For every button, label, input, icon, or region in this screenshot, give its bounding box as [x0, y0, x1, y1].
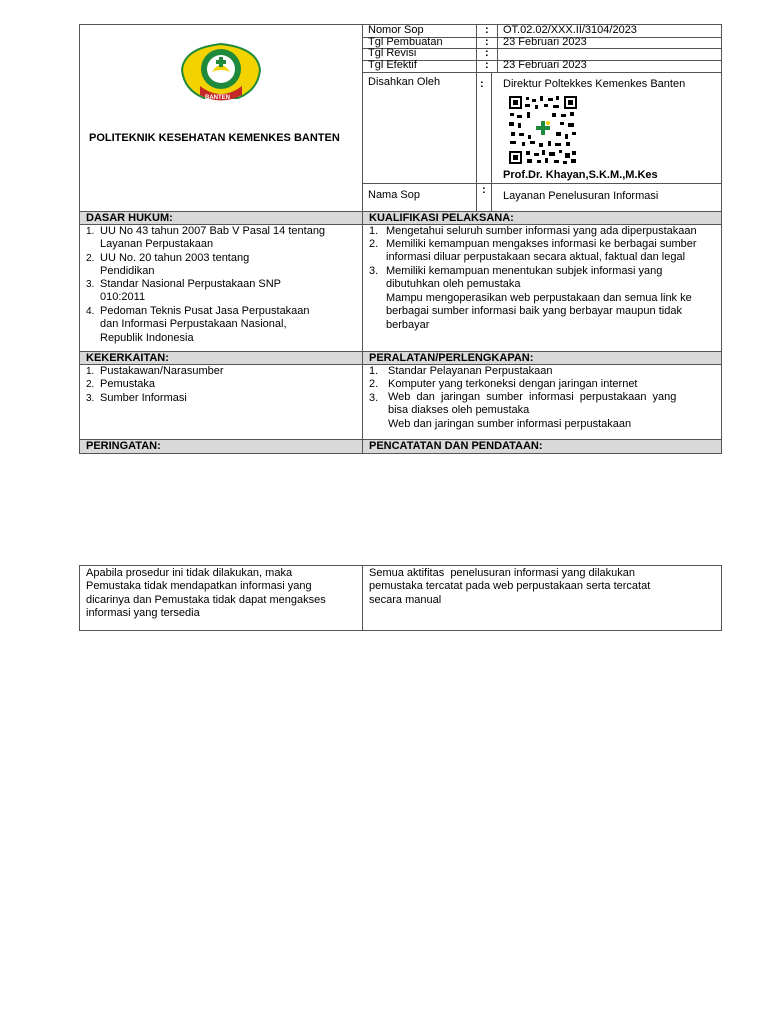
meta-sep-pembuatan: :: [485, 36, 489, 48]
list-item: Standar Pelayanan Perpustakaan: [388, 365, 553, 377]
qr-code: [508, 95, 578, 165]
list-item: Sumber Informasi: [100, 392, 187, 404]
approval-signer: Prof.Dr. Khayan,S.K.M.,M.Kes: [503, 169, 658, 181]
list-item: Web dan jaringan sumber informasi perpustakaan yang bisa diakses oleh pemustaka Web dan jaringan sumber informasi perpustakaan: [388, 391, 677, 430]
list-item: UU No 43 tahun 2007 Bab V Pasal 14 tentang Layanan Perpustakaan: [100, 225, 326, 251]
list-item: Standar Nasional Perpustakaan SNP 010:2011: [100, 278, 281, 304]
list-number: 1.: [369, 365, 379, 377]
list-item: UU No. 20 tahun 2003 tentang Pendidikan: [100, 252, 250, 278]
list-number: 2.: [369, 378, 379, 390]
institution-logo: [178, 40, 264, 106]
meta-sep-nomor: :: [485, 24, 489, 36]
meta-label-revisi: Tgl Revisi: [368, 47, 417, 59]
institution-name: POLITEKNIK KESEHATAN KEMENKES BANTEN: [89, 132, 340, 144]
list-number: 3.: [86, 393, 95, 404]
logo-banner-text: BANTEN: [205, 95, 230, 101]
list-item: Memiliki kemampuan menentukan subjek informasi yang dibutuhkan oleh pemustaka Mampu mengoperasikan web perpustakaan dan semua link ke berbagai sumber informasi baik yang berbayar maupun tidak berbayar: [386, 265, 692, 331]
list-number: 3.: [369, 392, 379, 404]
meta-label-nomor: Nomor Sop: [368, 24, 424, 36]
list-number: 1.: [369, 225, 379, 237]
approval-sep: :: [480, 78, 484, 90]
meta-value-efektif: 23 Februari 2023: [503, 59, 587, 71]
meta-label-pembuatan: Tgl Pembuatan: [368, 36, 443, 48]
list-number: 2.: [369, 238, 379, 250]
meta-sep-efektif: :: [485, 59, 489, 71]
list-number: 3.: [369, 265, 379, 277]
peringatan-text: Apabila prosedur ini tidak dilakukan, maka Pemustaka tidak mendapatkan informasi yang dicarinya dan Pemustaka tidak dapat mengakses informasi yang tersedia: [86, 567, 326, 620]
list-item: Mengetahui seluruh sumber informasi yang ada diperpustakaan: [386, 225, 697, 237]
list-item: Komputer yang terkoneksi dengan jaringan internet: [388, 378, 638, 390]
approval-label: Disahkan Oleh: [368, 76, 441, 88]
list-item: Pedoman Teknis Pusat Jasa Perpustakaan dan Informasi Perpustakaan Nasional, Republik Indonesia: [100, 305, 310, 344]
section-header-kualifikasi: KUALIFIKASI PELAKSANA:: [363, 212, 721, 224]
section-header-peringatan: PERINGATAN:: [80, 440, 362, 453]
list-item: Pemustaka: [100, 378, 156, 390]
meta-value-pembuatan: 23 Februari 2023: [503, 36, 587, 48]
sop-name-label: Nama Sop: [368, 189, 420, 201]
meta-label-efektif: Tgl Efektif: [368, 59, 417, 71]
sop-name-sep: :: [482, 184, 486, 196]
meta-value-nomor: OT.02.02/XXX.II/3104/2023: [503, 24, 637, 36]
list-number: 3.: [86, 279, 95, 290]
list-number: 2.: [86, 379, 95, 390]
section-header-dasar-hukum: DASAR HUKUM:: [80, 212, 362, 224]
meta-sep-revisi: :: [485, 47, 489, 59]
section-header-pencatatan: PENCATATAN DAN PENDATAAN:: [363, 440, 721, 453]
list-number: 2.: [86, 253, 95, 264]
pencatatan-text: Semua aktifitas penelusuran informasi yang dilakukan pemustaka tercatat pada web perpustakaan serta tercatat secara manual: [369, 567, 651, 606]
list-item: Memiliki kemampuan mengakses informasi ke berbagai sumber informasi diluar perpustakaan secara aktual, faktual dan legal: [386, 238, 697, 264]
list-item: Pustakawan/Narasumber: [100, 365, 224, 377]
approval-title: Direktur Poltekkes Kemenkes Banten: [503, 78, 686, 90]
list-number: 4.: [86, 306, 95, 317]
section-header-peralatan: PERALATAN/PERLENGKAPAN:: [363, 352, 721, 364]
section-header-kekerkaitan: KEKERKAITAN:: [80, 352, 362, 364]
sop-name-value: Layanan Penelusuran Informasi: [503, 190, 659, 202]
list-number: 1.: [86, 226, 95, 237]
list-number: 1.: [86, 366, 95, 377]
